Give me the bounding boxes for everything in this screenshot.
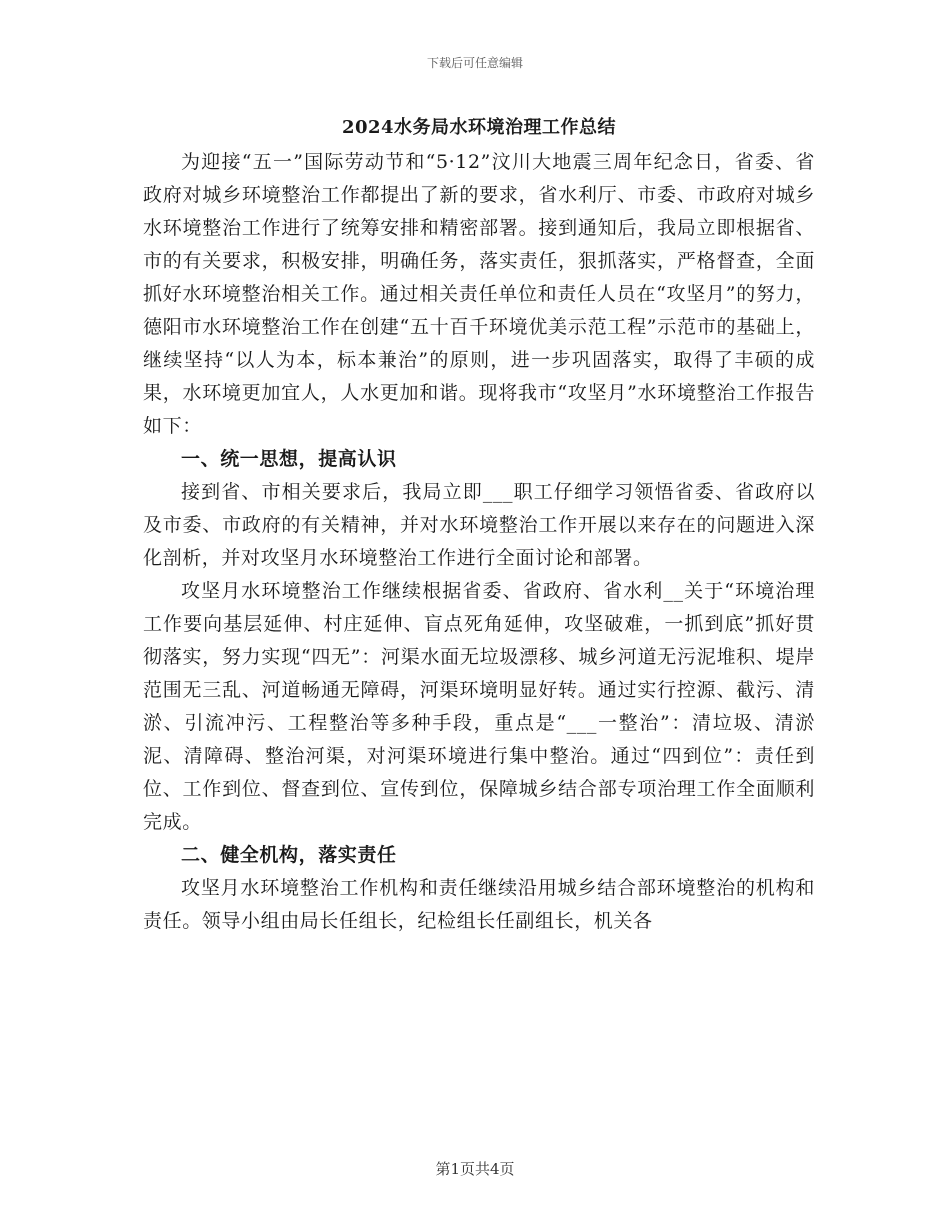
paragraph-intro: 为迎接“五一”国际劳动节和“5·12”汶川大地震三周年纪念日，省委、省政府对城乡环境整治工作都提出了新的要求，省水利厅、市委、市政府对城乡水环境整治工作进行了统筹安排和精密部署。接到通知后，我局立即根据省、市的有关要求，积极安排，明确任务，落实责任，狠抓落实，严格督查，全面抓好水环境整治相关工作。通过相关责任单位和责任人员在“攻坚月”的努力，德阳市水环境整治工作在创建“五十百千环境优美示范工程”示范市的基础上，继续坚持“以人为本，标本兼治”的原则，进一步巩固落实，取得了丰硕的成果，水环境更加宜人，人水更加和谐。现将我市“攻坚月”水环境整治工作报告如下： [143, 151, 815, 437]
page-header-note: 下载后可任意编辑 [426, 56, 523, 70]
section-heading-2: 二、健全机构，落实责任 [181, 844, 397, 866]
document-body [143, 112, 815, 938]
page-number: 第1页共4页 [435, 1160, 515, 1178]
document-title: 2024水务局水环境治理工作总结 [341, 117, 617, 138]
paragraph-section1-a: 接到省、市相关要求后，我局立即___职工仔细学习领悟省委、省政府以及市委、市政府的有关精神，并对水环境整治工作开展以来存在的问题进入深化剖析，并对攻坚月水环境整治工作进行全面讨论和部署。 [143, 481, 815, 569]
section-heading-1: 一、统一思想，提高认识 [181, 448, 397, 470]
paragraph-section2-a: 攻坚月水环境整治工作机构和责任继续沿用城乡结合部环境整治的机构和责任。领导小组由局长任组长，纪检组长任副组长，机关各 [143, 877, 815, 932]
paragraph-section1-b: 攻坚月水环境整治工作继续根据省委、省政府、省水利__关于“环境治理工作要向基层延伸、村庄延伸、盲点死角延伸，攻坚破难，一抓到底”抓好贯彻落实，努力实现“四无”：河渠水面无垃圾漂移、城乡河道无污泥堆积、堤岸范围无三乱、河道畅通无障碍，河渠环境明显好转。通过实行控源、截污、清淤、引流冲污、工程整治等多种手段，重点是“___一整治”：清垃圾、清淤泥、清障碍、整治河渠，对河渠环境进行集中整治。通过“四到位”：责任到位、工作到位、督查到位、宣传到位，保障城乡结合部专项治理工作全面顺利完成。 [143, 580, 815, 833]
